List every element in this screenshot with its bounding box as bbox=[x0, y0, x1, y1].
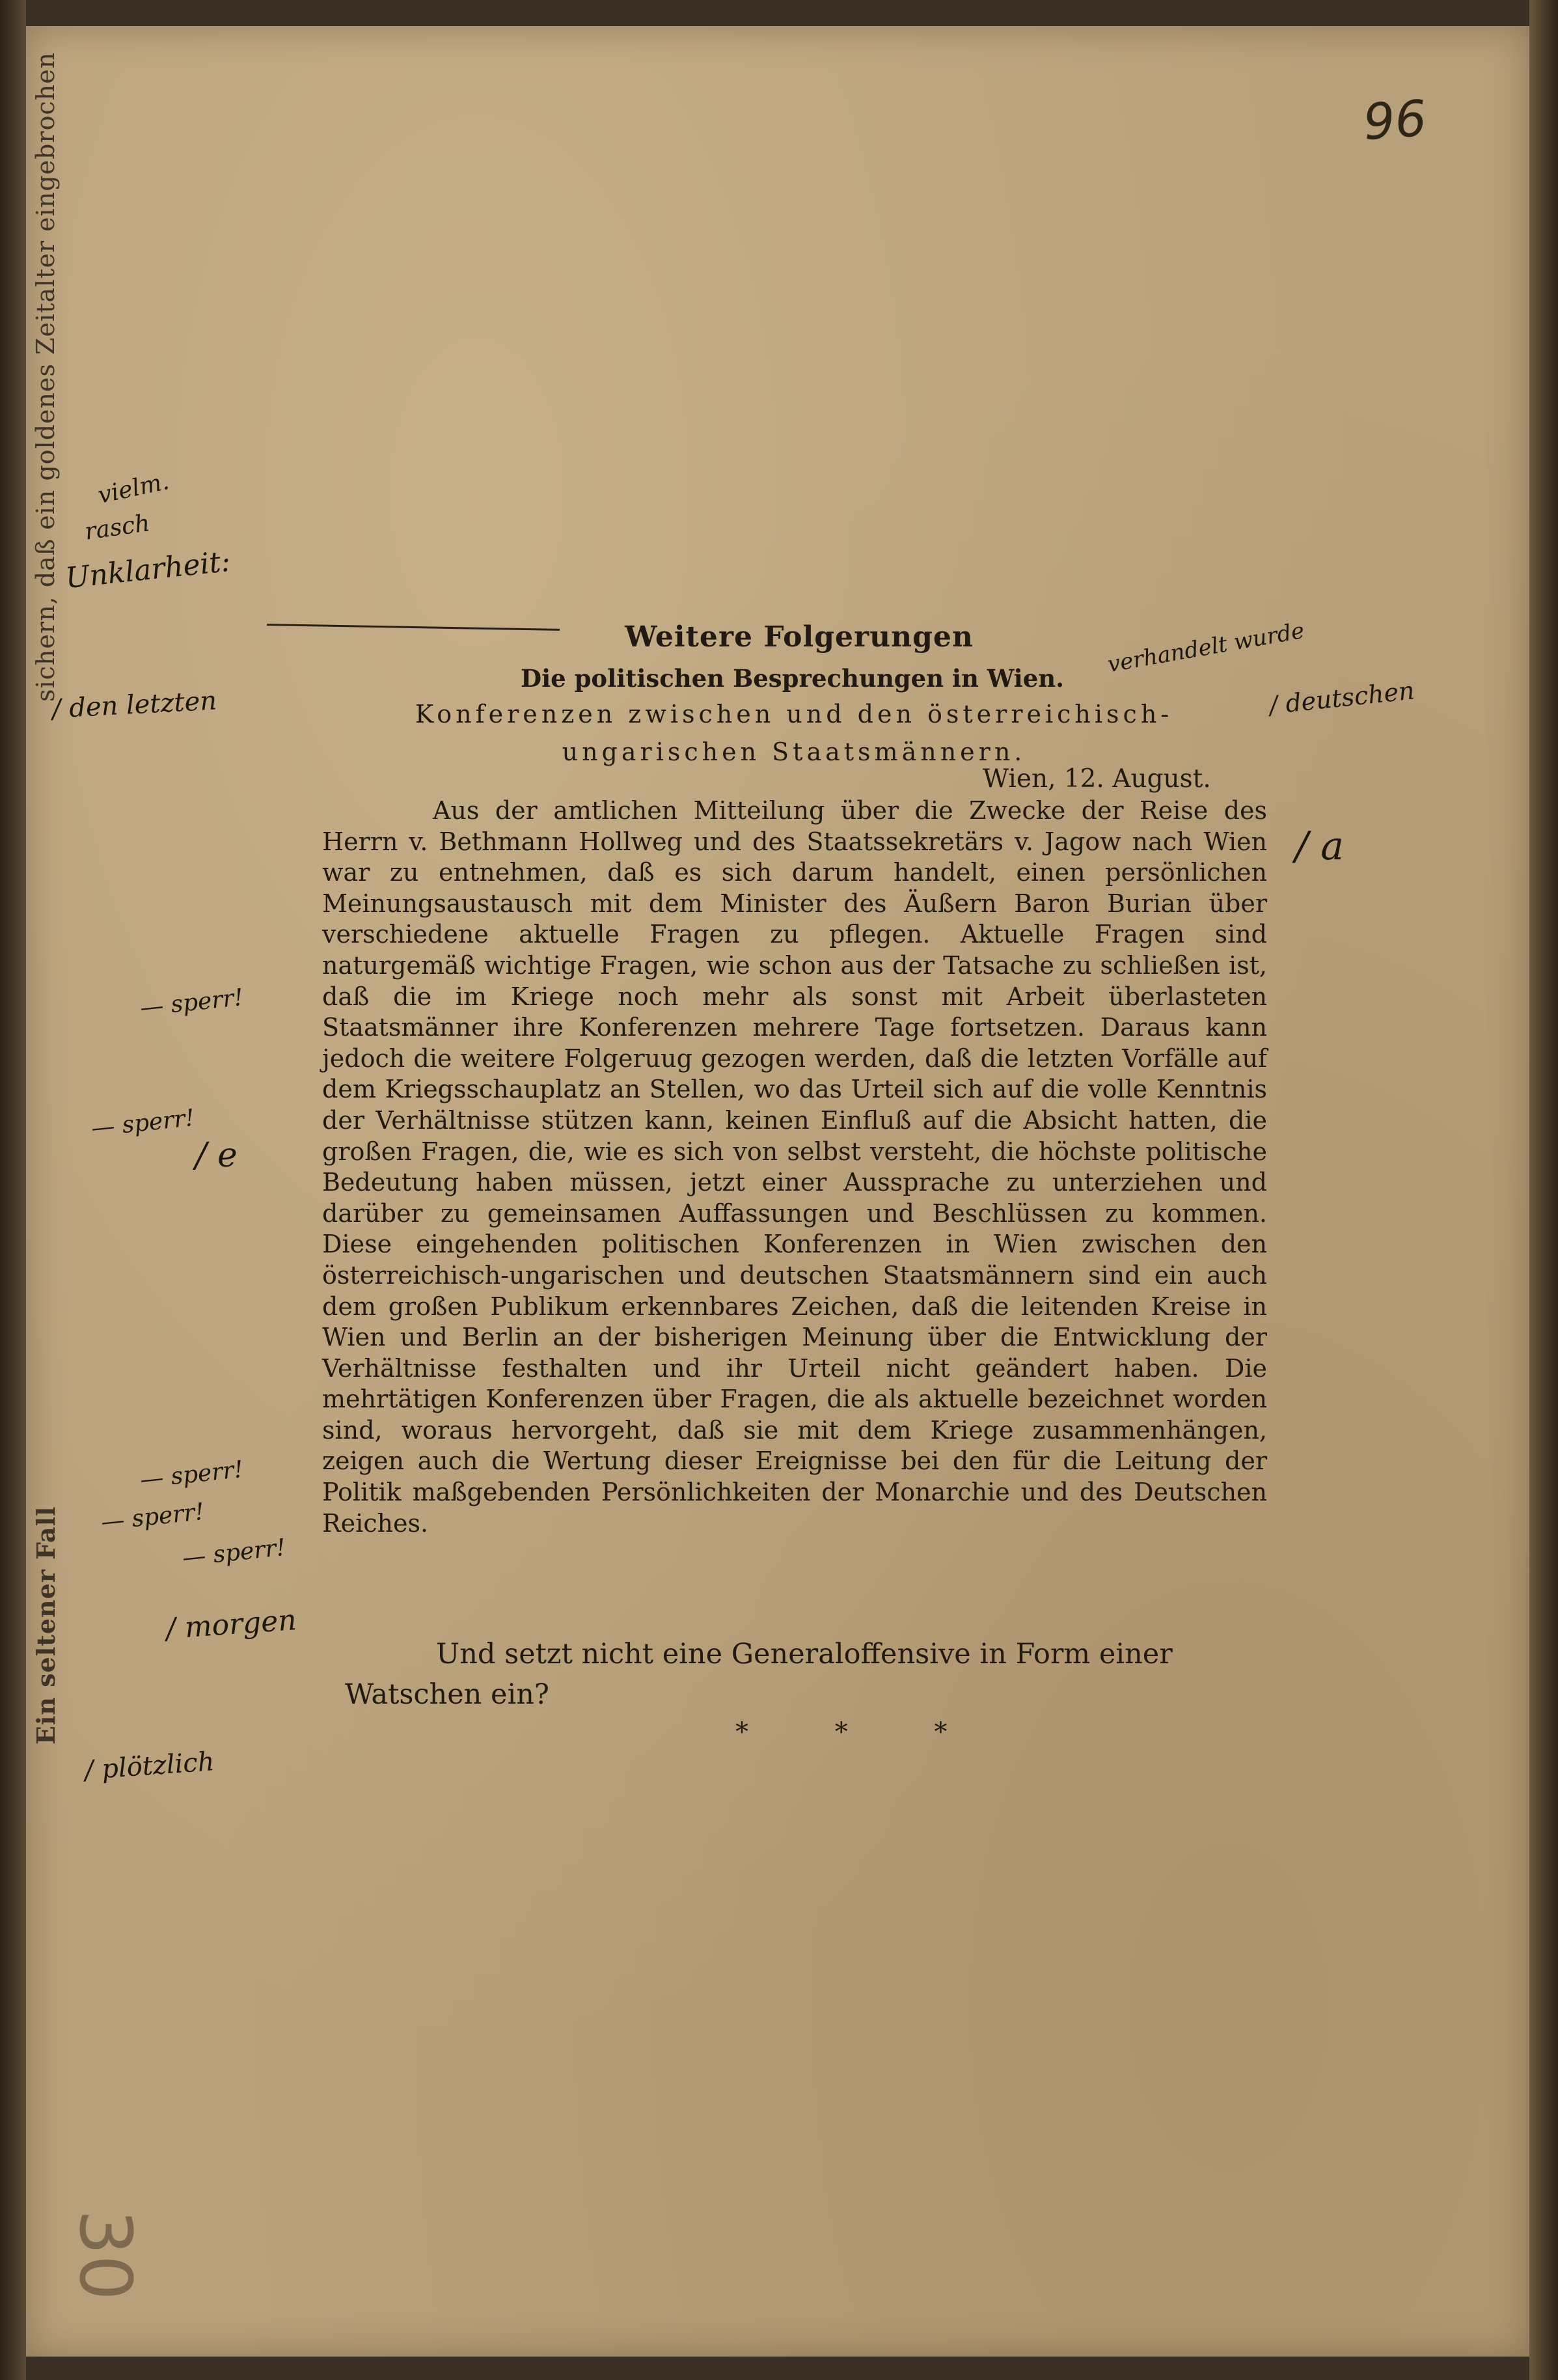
annotation-left-2: rasch bbox=[83, 510, 152, 546]
annotation-left-6: — sperr! bbox=[90, 1104, 196, 1142]
folio-number: 30 bbox=[63, 2209, 147, 2301]
article-subhead: Konferenzen zwischen und den österreichisch-ungarischen Staatsmännern. bbox=[415, 700, 1173, 766]
closing-line: Und setzt nicht eine Generaloffensive in Form einer Watschen ein? bbox=[345, 1638, 1173, 1711]
annotation-left-10: — sperr! bbox=[181, 1534, 287, 1572]
facing-page-heading: Ein seltener Fall bbox=[31, 1506, 61, 1745]
annotation-left-1: vielm. bbox=[95, 467, 172, 510]
article-body: Aus der amtlichen Mitteilung über die Zwecke der Reise des Herrn v. Bethmann Hollweg und des Staatssekretärs v. Jagow nach Wien war zu entnehmen, daß es sich darum handelt, einen persönlichen Meinungsaustausch mit dem Minister des Äußern Baron Burian über verschiedene aktuelle Fragen zu pflegen. Aktuelle Fragen sind naturgemäß wichtige Fragen, wie schon aus der Tatsache zu schließen ist, daß die im Kriege noch mehr als sonst mit Arbeit überlasteten Staatsmänner ihre Konferenzen mehrere Tage fortsetzen. Daraus kann jedoch die weitere Folgeruug gezogen werden, daß die letzten Vorfälle auf dem Kriegsschauplatz an Stellen, wo das Urteil sich auf die volle Kenntnis der Verhältnisse stützen kann, keinen Einfluß auf die Absicht hatten, die großen Fragen, die, wie es sich von selbst versteht, die höchste politische Bedeutung haben müssen, jetzt einer Aussprache zu unterziehen und darüber zu gemeinsamen Auffassungen und Beschlüssen zu kommen. Diese eingehenden politischen Konferenzen in Wien zwischen den österreichisch-ungarischen und deutschen Staatsmännern sind ein auch dem großen Publikum erkennbares Zeichen, daß die leitenden Kreise in Wien und Berlin an der bisherigen Meinung über die Entwicklung der Verhältnisse festhalten und ihr Urteil nicht geändert haben. Die mehrtätigen Konferenzen über Fragen, die als aktuelle bezeichnet worden sind, woraus hervorgeht, daß sie mit dem Kriege zusammenhängen, zeigen auch die Wertung dieser Ereignisse bei den für die Leitung der Politik maßgebenden Persönlichkeiten der Monarchie und des Deutschen Reiches. bbox=[322, 796, 1267, 1538]
dateline: Wien, 12. August. bbox=[983, 764, 1211, 794]
book-binding bbox=[0, 0, 26, 2380]
annotation-left-4: / den letzten bbox=[51, 685, 218, 725]
annotation-right-1: verhandelt wurde bbox=[1105, 617, 1307, 678]
page-number: 96 bbox=[1361, 89, 1428, 152]
facing-page-text bbox=[31, 52, 70, 1745]
annotation-left-7: / e bbox=[195, 1136, 238, 1175]
section-asterisks: * * * bbox=[735, 1717, 987, 1747]
annotation-right-2: / deutschen bbox=[1268, 676, 1416, 720]
annotation-left-8: — sperr! bbox=[139, 1456, 245, 1494]
page-edge bbox=[1529, 0, 1558, 2380]
facing-page-line: sichern, daß ein goldenes Zeitalter eingebrochen bbox=[31, 52, 60, 702]
annotation-right-3: / a bbox=[1295, 823, 1345, 869]
article-title: Weitere Folgerungen bbox=[625, 620, 974, 654]
annotation-left-5: — sperr! bbox=[139, 984, 245, 1022]
annotation-left-9: — sperr! bbox=[100, 1498, 206, 1536]
annotation-left-3: Unklarheit: bbox=[64, 544, 232, 596]
article-subtitle: Die politischen Besprechungen in Wien. bbox=[521, 664, 1065, 693]
annotation-left-11: / morgen bbox=[165, 1603, 298, 1646]
annotation-left-12: / plötzlich bbox=[83, 1747, 215, 1786]
